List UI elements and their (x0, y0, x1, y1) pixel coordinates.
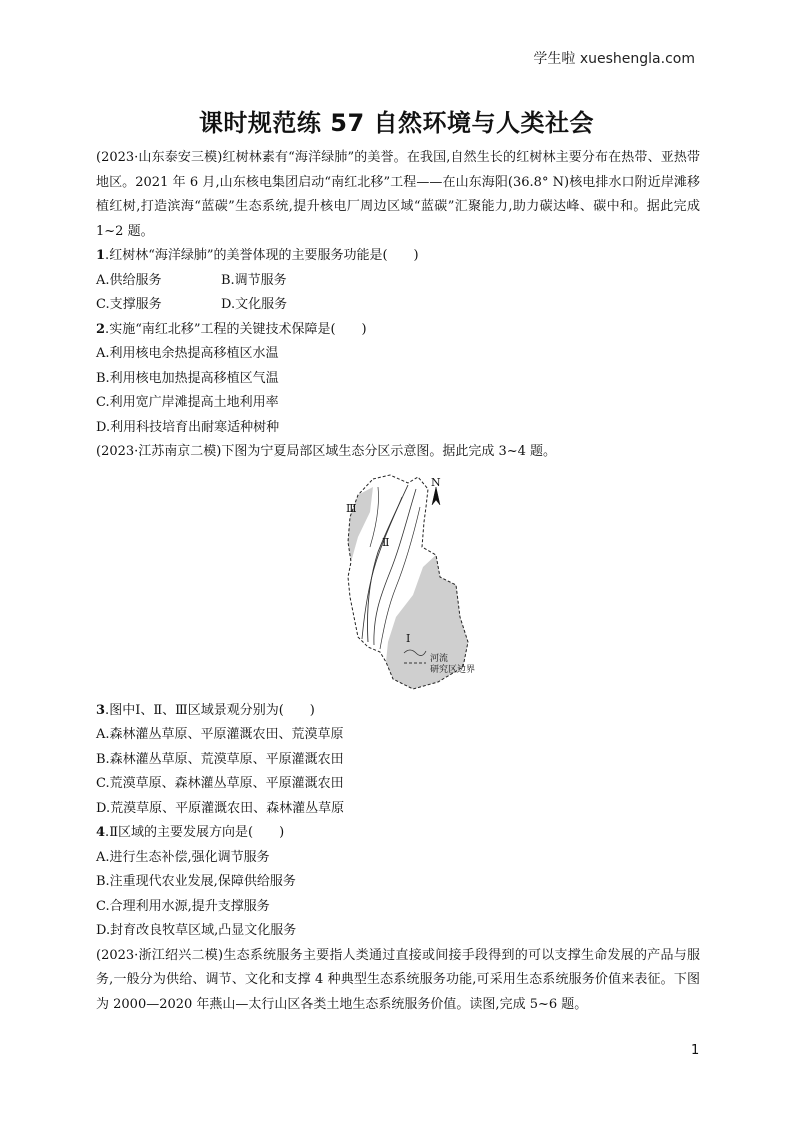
question-2: 2.实施“南红北移”工程的关键技术保障是( ) (96, 321, 367, 337)
q3-option-d: D.荒漠草原、平原灌溉农田、森林灌丛草原 (96, 800, 345, 816)
question-2-number: 2 (96, 321, 106, 337)
question-1: 1.红树林“海洋绿肺”的美誉体现的主要服务功能是( ) (96, 248, 419, 263)
q4-option-d: D.封育改良牧草区域,凸显文化服务 (96, 923, 297, 938)
ningxia-ecozone-map (318, 467, 518, 697)
intro-3-4: (2023·江苏南京二模)下图为宁夏局部区域生态分区示意图。据此完成 3~4 题。 (96, 444, 557, 459)
q3-option-c: C.荒漠草原、森林灌丛草原、平原灌溉农田 (96, 776, 344, 791)
q2-option-b: B.利用核电加热提高移植区气温 (96, 370, 279, 386)
q3-option-a: A.森林灌丛草原、平原灌溉农田、荒漠草原 (96, 727, 344, 742)
question-2-stem: 实施“南红北移”工程的关键技术保障是( ) (109, 321, 367, 337)
legend-boundary-label: 研究区边界 (430, 664, 476, 675)
question-4-number: 4 (96, 825, 106, 840)
question-1-stem: 红树林“海洋绿肺”的美誉体现的主要服务功能是( ) (109, 248, 419, 263)
question-3-number: 3 (96, 702, 106, 718)
q4-option-b: B.注重现代农业发展,保障供给服务 (96, 874, 296, 889)
region-2-label: Ⅱ (382, 535, 390, 549)
intro-1-2: (2023·山东泰安三模)红树林素有“海洋绿肺”的美誉。在我国,自然生长的红树林主要分布在热带、亚热带地区。2021 年 6 月,山东核电集团启动“南红北移”工程——在山东海阳(36.8° N)核电排水口附近岸滩移植红树,打造滨海“蓝碳”生态系统,提升核电厂周边区域“蓝碳”汇聚能力,助力碳达峰、碳中和。据此完成 1~2 题。 (96, 150, 700, 239)
question-1-options-row-1 (96, 269, 700, 294)
page-title: 课时规范练 57 自然环境与人类社会 (198, 109, 595, 137)
q4-option-a: A.进行生态补偿,强化调节服务 (96, 849, 270, 865)
question-3: 3.图中Ⅰ、Ⅱ、Ⅲ区域景观分别为( ) (96, 702, 315, 718)
q1-option-b: B.调节服务 (221, 272, 287, 288)
q1-option-a: A.供给服务 (96, 272, 162, 288)
question-4-stem: Ⅱ区域的主要发展方向是( ) (109, 825, 285, 840)
document-body (96, 146, 700, 1017)
legend-river-label: 河流 (430, 653, 449, 664)
region-1-label: Ⅰ (406, 631, 411, 645)
page-number: 1 (691, 1043, 700, 1058)
q1-option-c: C.支撑服务 (96, 297, 162, 312)
q2-option-a: A.利用核电余热提高移植区水温 (96, 346, 279, 361)
q2-option-d: D.利用科技培育出耐寒适种树种 (96, 419, 280, 435)
question-4: 4.Ⅱ区域的主要发展方向是( ) (96, 825, 285, 840)
q1-option-d: D.文化服务 (221, 297, 288, 312)
q4-option-c: C.合理利用水源,提升支撑服务 (96, 898, 270, 914)
north-label: N (431, 475, 441, 489)
question-1-number: 1 (96, 248, 106, 263)
question-3-stem: 图中Ⅰ、Ⅱ、Ⅲ区域景观分别为( ) (109, 702, 315, 718)
q2-option-c: C.利用宽广岸滩提高土地利用率 (96, 395, 279, 410)
q3-option-b: B.森林灌丛草原、荒漠草原、平原灌溉农田 (96, 751, 344, 767)
region-3-label: Ⅲ (346, 501, 357, 515)
header-brand: 学生啦 xueshengla.com (533, 51, 695, 67)
question-1-options-row-2 (96, 293, 700, 318)
intro-5-6: (2023·浙江绍兴二模)生态系统服务主要指人类通过直接或间接手段得到的可以支撑生命发展的产品与服务,一般分为供给、调节、文化和支撑 4 种典型生态系统服务功能,可采用生态系统服务价值来表征。下图为 2000—2020 年燕山—太行山区各类土地生态系统服务价值。读图,完成 5~6 题。 (96, 947, 700, 1012)
